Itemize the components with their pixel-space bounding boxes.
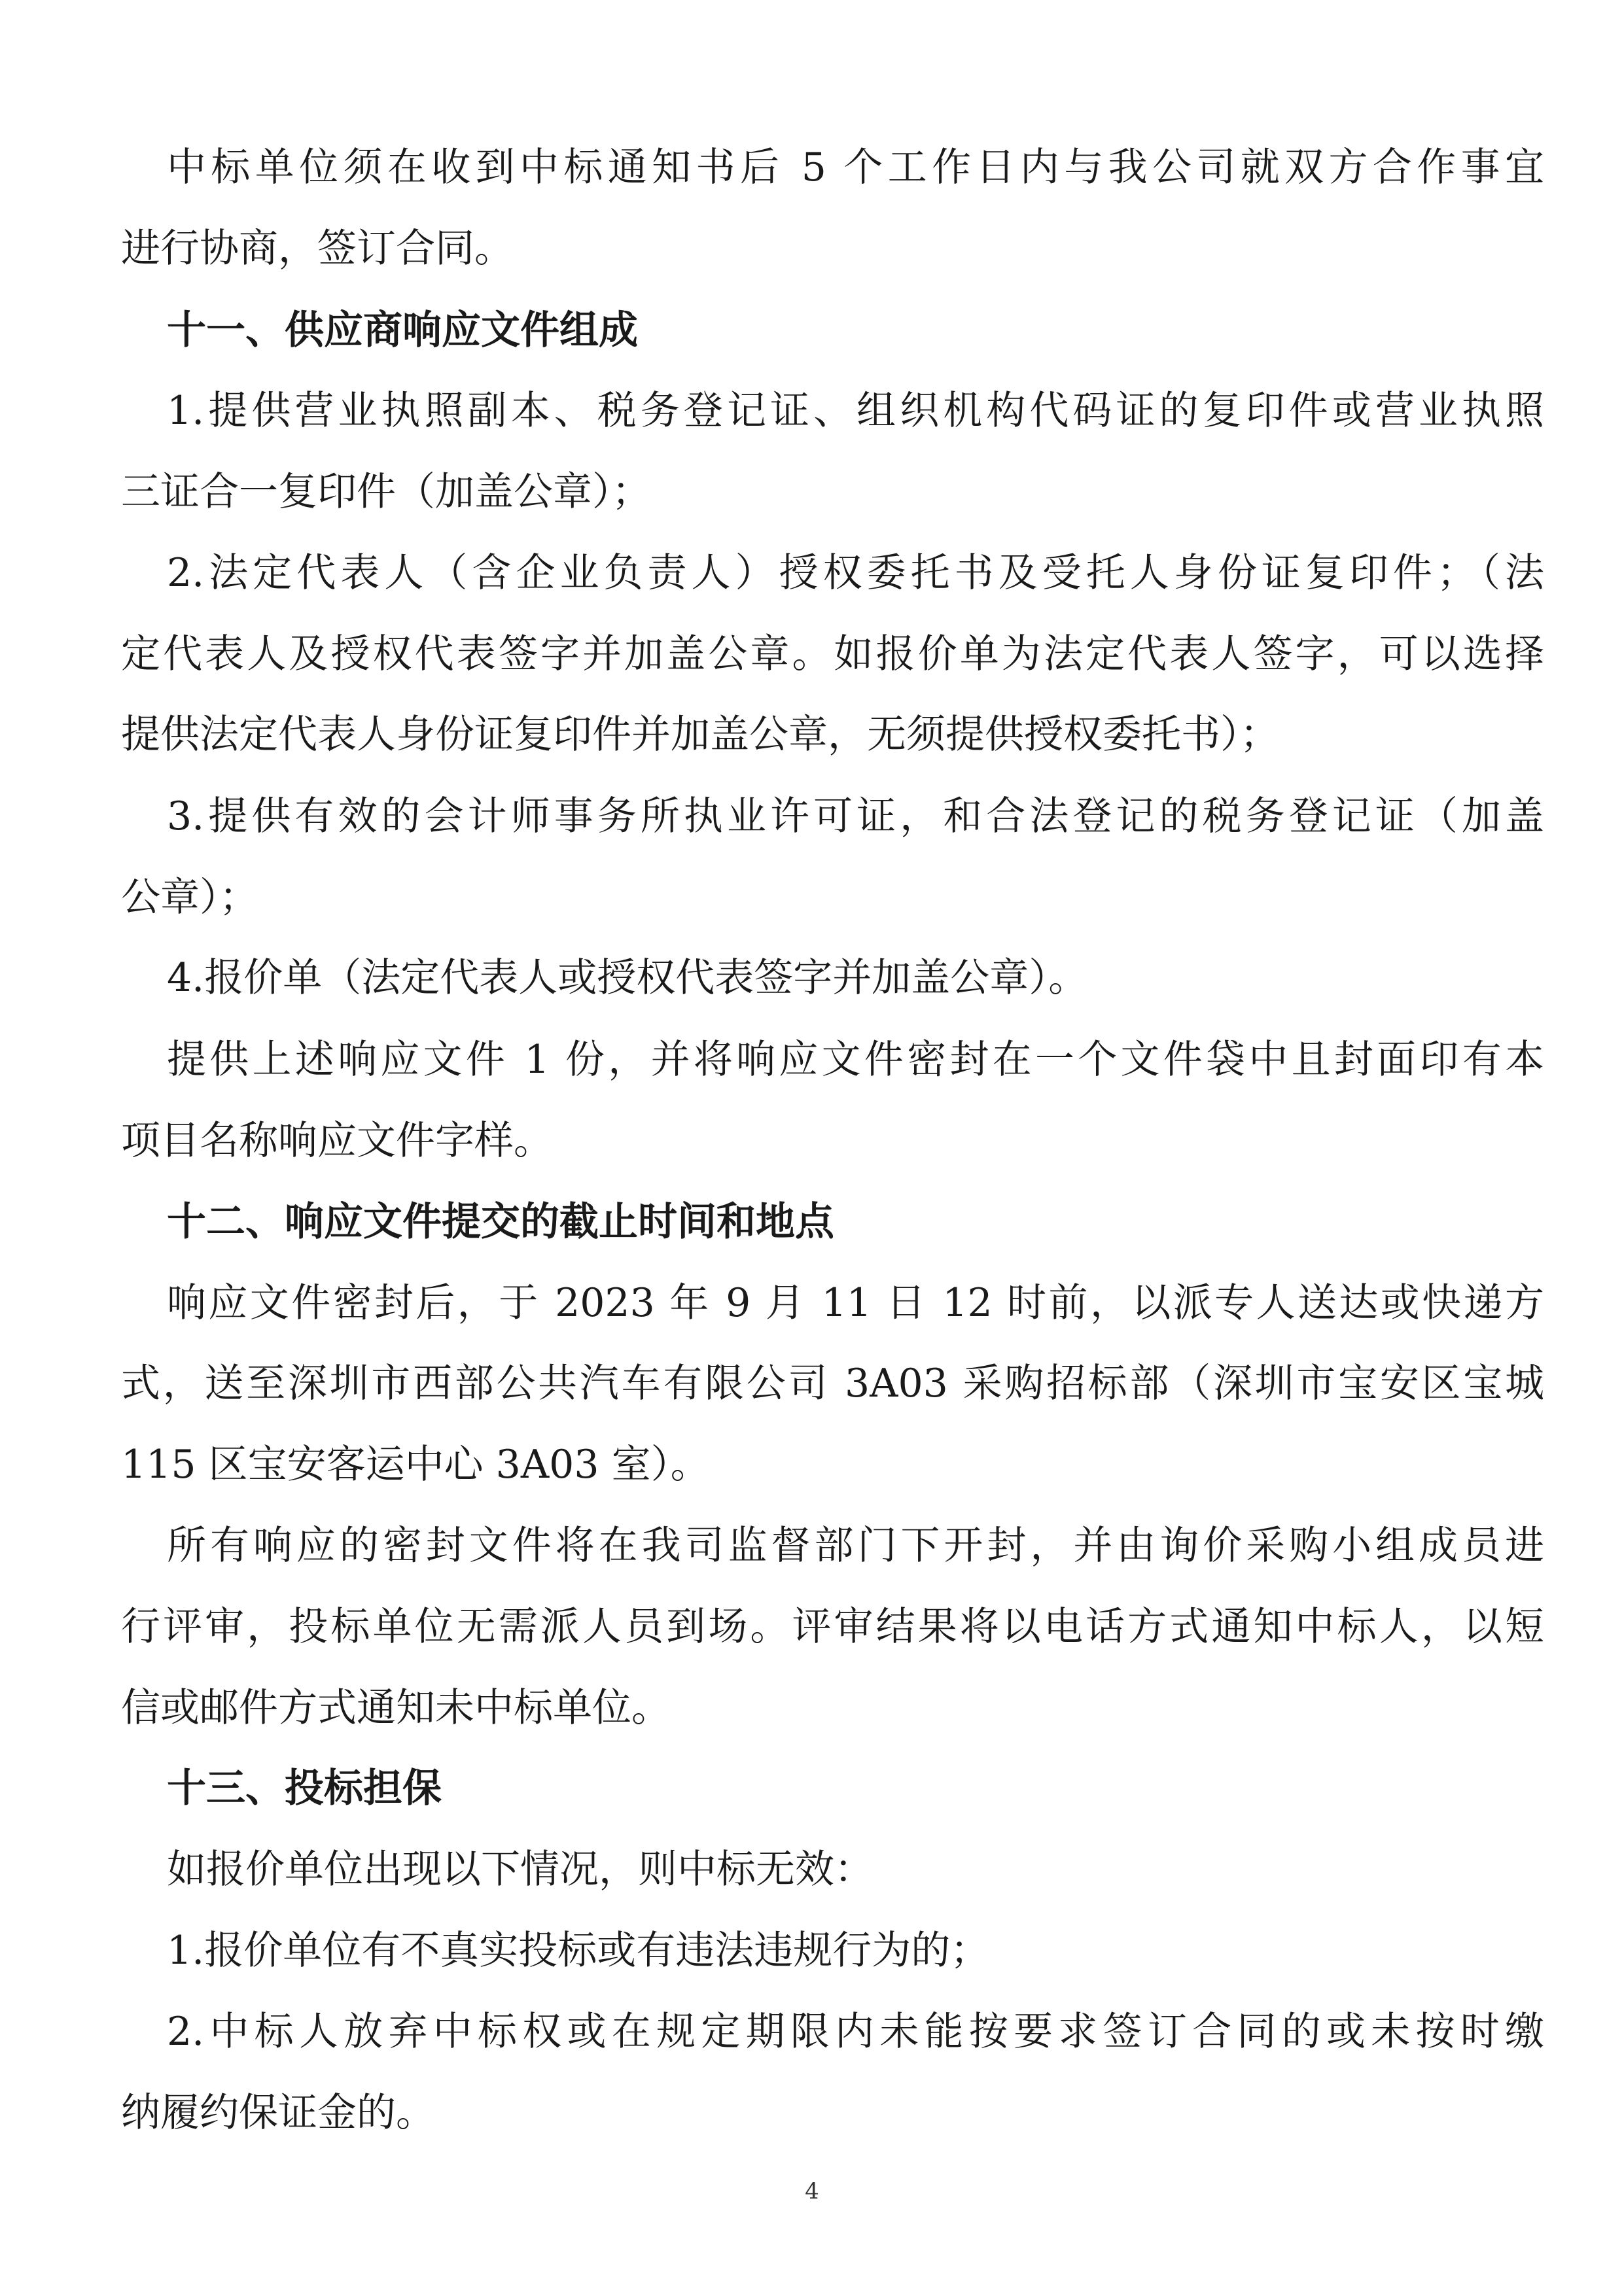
section-heading: 十二、响应文件提交的截止时间和地点 [167, 1199, 834, 1245]
paragraph-line: 行评审，投标单位无需派人员到场。评审结果将以电话方式通知中标人，以短 [121, 1604, 1544, 1650]
paragraph-line: 项目名称响应文件字样。 [121, 1118, 553, 1164]
paragraph-line: 1.报价单位有不真实投标或有违法违规行为的； [167, 1928, 990, 1974]
paragraph-line: 所有响应的密封文件将在我司监督部门下开封，并由询价采购小组成员进 [167, 1523, 1544, 1569]
paragraph-line: 进行协商，签订合同。 [121, 226, 514, 271]
paragraph-line: 如报价单位出现以下情况，则中标无效： [167, 1847, 874, 1892]
paragraph-line: 2.法定代表人（含企业负责人）授权委托书及受托人身份证复印件；（法 [167, 550, 1544, 596]
paragraph-line: 1.提供营业执照副本、税务登记证、组织机构代码证的复印件或营业执照 [167, 388, 1544, 434]
paragraph-line: 提供上述响应文件 1 份，并将响应文件密封在一个文件袋中且封面印有本 [167, 1037, 1544, 1083]
paragraph-line: 响应文件密封后，于 2023 年 9 月 11 日 12 时前，以派专人送达或快递方 [167, 1280, 1544, 1326]
paragraph-line: 公章）； [121, 875, 258, 920]
page-number: 4 [805, 2178, 819, 2204]
paragraph-line: 2.中标人放弃中标权或在规定期限内未能按要求签订合同的或未按时缴 [167, 2009, 1544, 2055]
paragraph-line: 式，送至深圳市西部公共汽车有限公司 3A03 采购招标部（深圳市宝安区宝城 [121, 1361, 1544, 1406]
section-heading: 十一、供应商响应文件组成 [167, 307, 638, 353]
paragraph-line: 3.提供有效的会计师事务所执业许可证，和合法登记的税务登记证（加盖 [167, 793, 1544, 839]
section-heading: 十三、投标担保 [167, 1765, 442, 1811]
paragraph-line: 中标单位须在收到中标通知书后 5 个工作日内与我公司就双方合作事宜 [167, 145, 1544, 190]
paragraph-line: 提供法定代表人身份证复印件并加盖公章，无须提供授权委托书）； [121, 712, 1279, 757]
paragraph-line: 纳履约保证金的。 [121, 2090, 435, 2136]
paragraph-line: 定代表人及授权代表签字并加盖公章。如报价单为法定代表人签字，可以选择 [121, 631, 1544, 677]
paragraph-line: 115 区宝安客运中心 3A03 室）。 [121, 1442, 710, 1487]
paragraph-line: 4.报价单（法定代表人或授权代表签字并加盖公章）。 [167, 955, 1088, 1001]
paragraph-line: 三证合一复印件（加盖公章）； [121, 469, 651, 515]
paragraph-line: 信或邮件方式通知未中标单位。 [121, 1685, 671, 1731]
